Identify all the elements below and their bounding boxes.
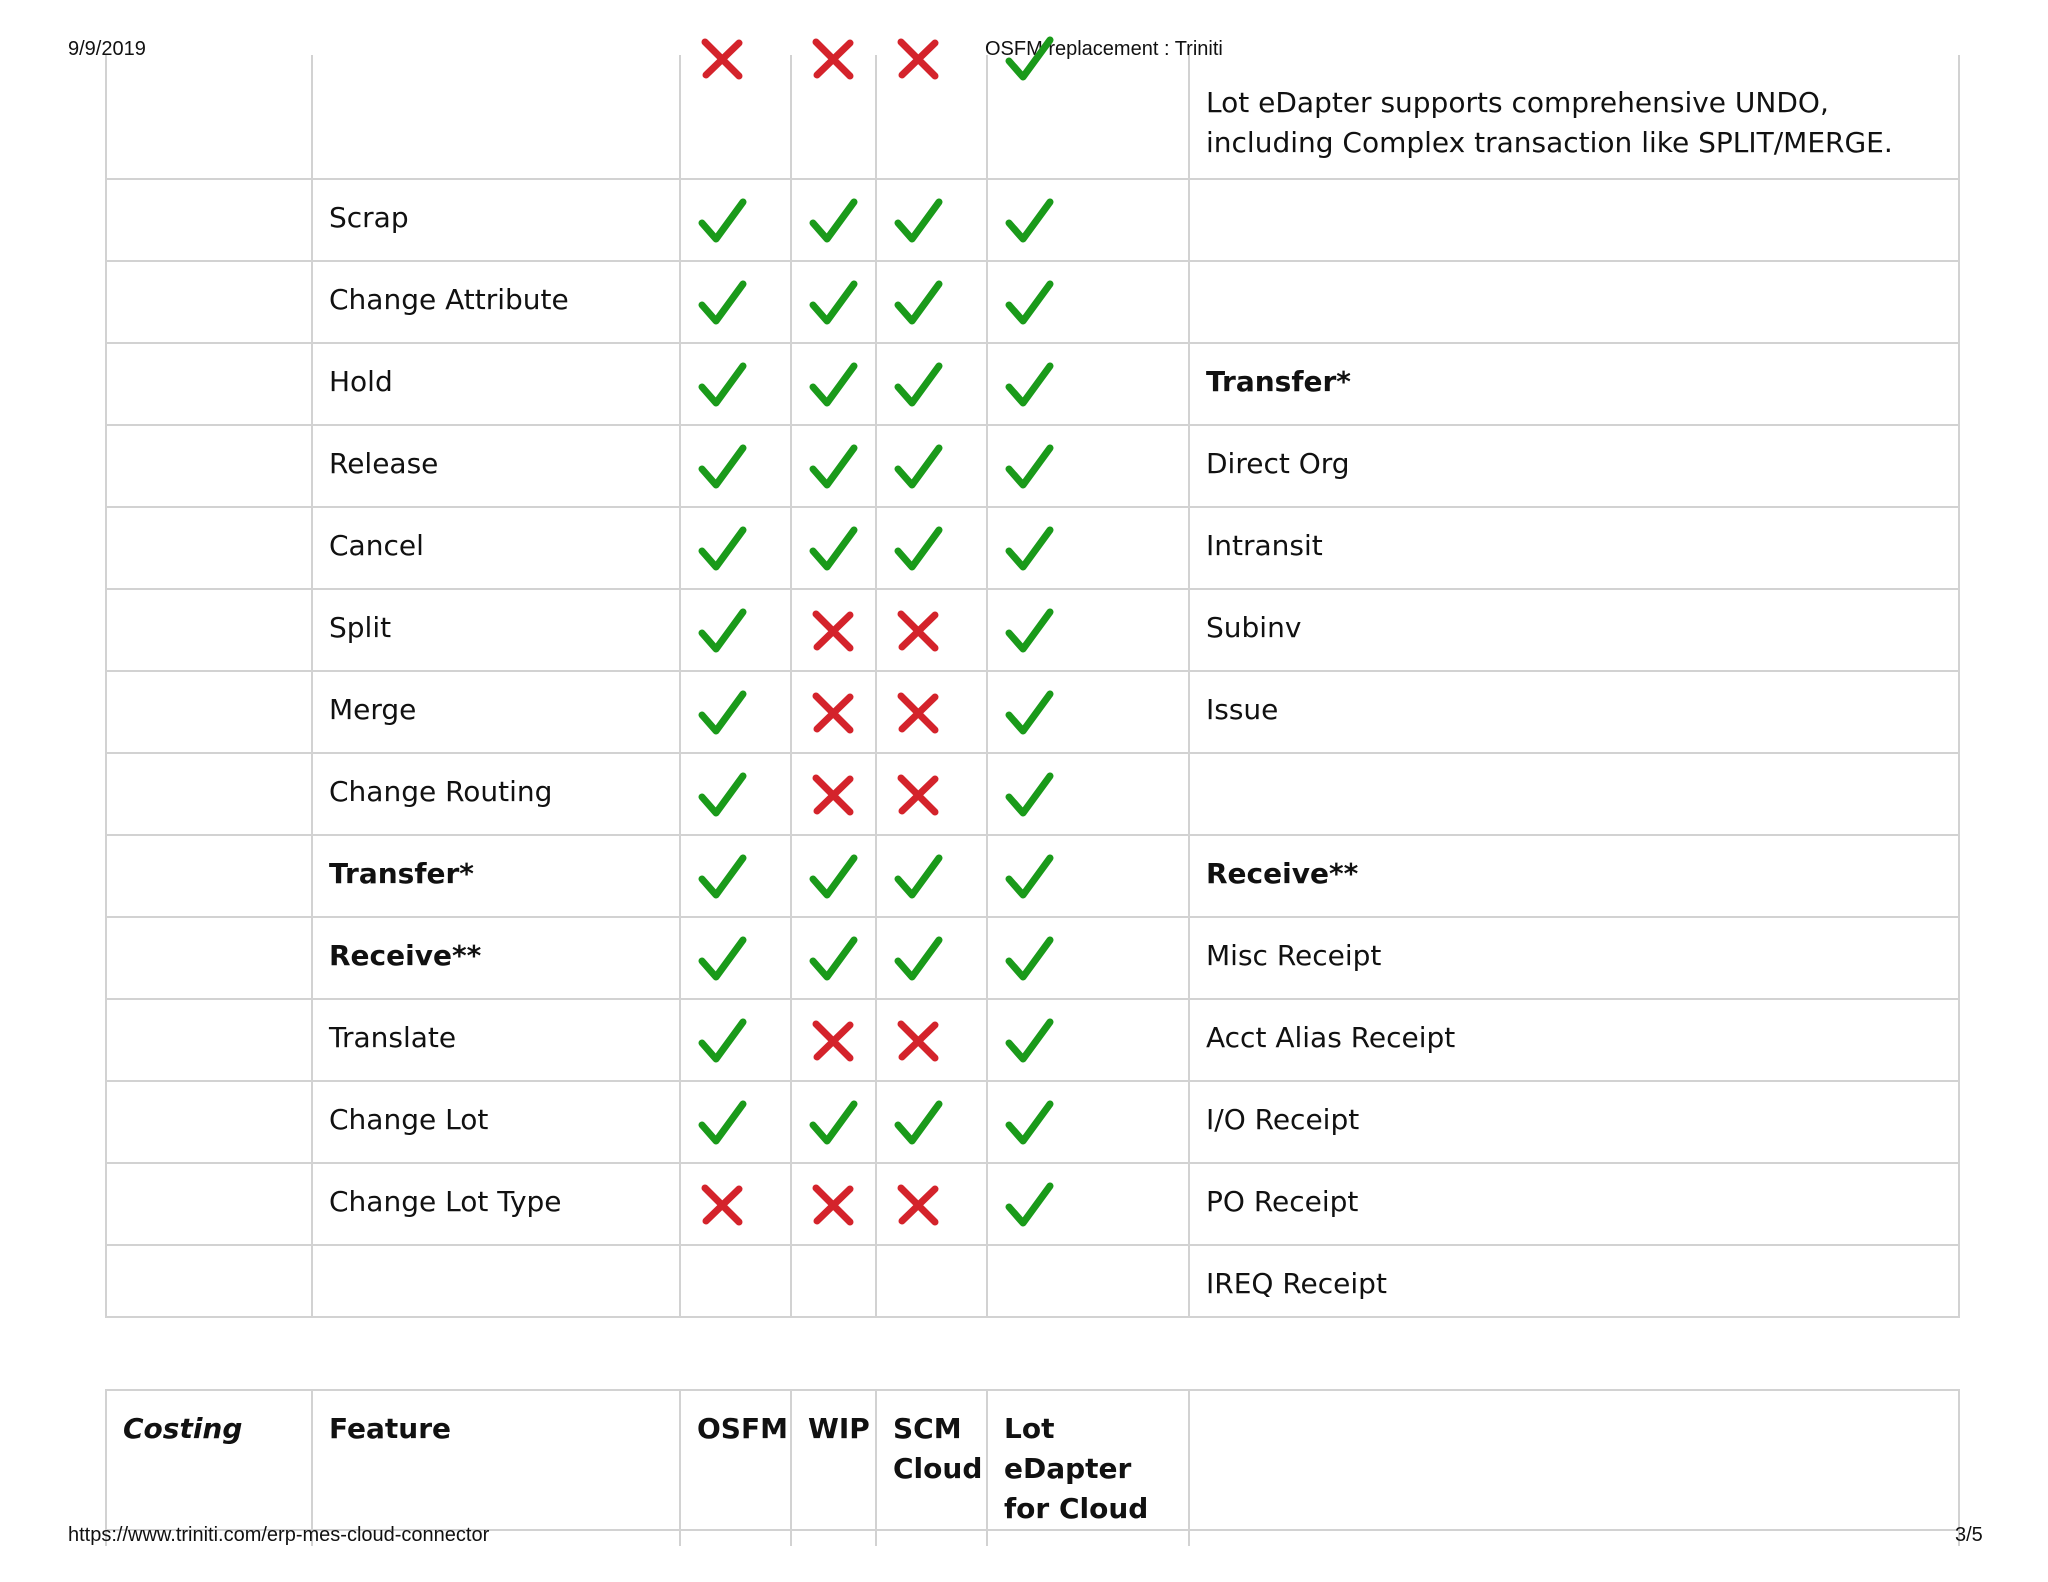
check-icon	[808, 278, 858, 328]
note-cell: Acct Alias Receipt	[1189, 999, 1959, 1081]
feature-cell: Translate	[312, 999, 680, 1081]
note-cell: Intransit	[1189, 507, 1959, 589]
support-cell	[791, 261, 876, 343]
check-icon	[697, 606, 747, 656]
support-cell	[876, 753, 987, 835]
category-cell	[106, 343, 312, 425]
support-cell	[987, 671, 1189, 753]
support-cell	[680, 671, 791, 753]
check-icon	[1004, 196, 1054, 246]
note-cell: PO Receipt	[1189, 1163, 1959, 1245]
check-icon	[697, 524, 747, 574]
feature-cell: Change Attribute	[312, 261, 680, 343]
support-cell	[791, 507, 876, 589]
check-icon	[1004, 688, 1054, 738]
category-cell	[106, 671, 312, 753]
feature-cell: Scrap	[312, 179, 680, 261]
support-cell	[791, 179, 876, 261]
support-cell	[791, 917, 876, 999]
check-icon	[697, 688, 747, 738]
check-icon	[1004, 34, 1054, 84]
check-icon	[1004, 934, 1054, 984]
support-cell	[987, 753, 1189, 835]
category-cell	[106, 1245, 312, 1317]
note-cell	[1189, 179, 1959, 261]
note-header	[1189, 1390, 1959, 1530]
support-cell	[791, 425, 876, 507]
support-cell	[987, 1245, 1189, 1317]
cross-icon	[808, 1016, 858, 1066]
support-cell	[987, 179, 1189, 261]
cross-icon	[808, 688, 858, 738]
header-date: 9/9/2019	[68, 38, 146, 60]
table-row	[106, 343, 1959, 425]
support-cell	[791, 589, 876, 671]
check-icon	[893, 196, 943, 246]
support-cell	[791, 343, 876, 425]
support-cell	[791, 671, 876, 753]
check-icon	[1004, 442, 1054, 492]
table-row	[106, 671, 1959, 753]
support-cell	[876, 55, 987, 179]
support-cell	[680, 917, 791, 999]
note-cell: Transfer*	[1189, 343, 1959, 425]
note-cell	[1189, 753, 1959, 835]
support-cell	[791, 835, 876, 917]
category-cell	[106, 1163, 312, 1245]
note-cell	[1189, 261, 1959, 343]
note-cell: IREQ Receipt	[1189, 1245, 1959, 1317]
support-cell	[876, 507, 987, 589]
feature-cell	[312, 1245, 680, 1317]
check-icon	[1004, 278, 1054, 328]
check-icon	[893, 360, 943, 410]
table-row	[106, 1081, 1959, 1163]
support-cell	[987, 917, 1189, 999]
feature-cell: Release	[312, 425, 680, 507]
support-cell	[680, 55, 791, 179]
support-cell	[987, 589, 1189, 671]
table-row	[106, 507, 1959, 589]
check-icon	[808, 442, 858, 492]
check-icon	[697, 852, 747, 902]
support-cell	[680, 753, 791, 835]
support-cell	[791, 753, 876, 835]
table-row	[106, 179, 1959, 261]
support-cell	[680, 179, 791, 261]
support-cell	[987, 835, 1189, 917]
support-cell	[680, 999, 791, 1081]
check-icon	[1004, 852, 1054, 902]
check-icon	[697, 278, 747, 328]
lot-edapter-header: Lot eDapter for Cloud	[987, 1390, 1189, 1530]
support-cell	[680, 425, 791, 507]
feature-cell: Transfer*	[312, 835, 680, 917]
support-cell	[680, 835, 791, 917]
footer-url: https://www.triniti.com/erp-mes-cloud-connector	[68, 1524, 490, 1546]
check-icon	[697, 196, 747, 246]
table-row	[106, 1163, 1959, 1245]
category-cell	[106, 917, 312, 999]
osfm-header: OSFM	[680, 1390, 791, 1530]
feature-cell: Split	[312, 589, 680, 671]
feature-header: Feature	[312, 1390, 680, 1530]
cross-icon	[893, 606, 943, 656]
support-cell	[876, 671, 987, 753]
support-cell	[987, 1081, 1189, 1163]
check-icon	[808, 524, 858, 574]
check-icon	[808, 852, 858, 902]
feature-cell: Change Lot	[312, 1081, 680, 1163]
check-icon	[893, 934, 943, 984]
cross-icon	[697, 34, 747, 84]
check-icon	[697, 1016, 747, 1066]
category-cell	[106, 1081, 312, 1163]
feature-comparison-table	[105, 55, 1960, 1318]
support-cell	[876, 1163, 987, 1245]
support-cell	[680, 1163, 791, 1245]
table-row	[106, 589, 1959, 671]
check-icon	[1004, 360, 1054, 410]
feature-cell: Change Lot Type	[312, 1163, 680, 1245]
cross-icon	[808, 1180, 858, 1230]
feature-cell: Hold	[312, 343, 680, 425]
note-cell: I/O Receipt	[1189, 1081, 1959, 1163]
category-cell	[106, 507, 312, 589]
support-cell	[987, 55, 1189, 179]
category-cell	[106, 999, 312, 1081]
support-cell	[876, 1245, 987, 1317]
category-cell	[106, 835, 312, 917]
wip-header: WIP	[791, 1390, 876, 1530]
check-icon	[893, 1098, 943, 1148]
table-row	[106, 261, 1959, 343]
costing-table	[105, 1389, 1960, 1546]
support-cell	[791, 55, 876, 179]
check-icon	[697, 1098, 747, 1148]
note-cell: Direct Org	[1189, 425, 1959, 507]
category-cell	[106, 425, 312, 507]
support-cell	[791, 1245, 876, 1317]
footer-page: 3/5	[1955, 1524, 1983, 1546]
feature-cell: Receive**	[312, 917, 680, 999]
check-icon	[893, 278, 943, 328]
cross-icon	[893, 688, 943, 738]
support-cell	[987, 425, 1189, 507]
category-cell	[106, 753, 312, 835]
support-cell	[791, 999, 876, 1081]
check-icon	[1004, 1180, 1054, 1230]
cross-icon	[808, 606, 858, 656]
feature-cell: Cancel	[312, 507, 680, 589]
note-cell: Misc Receipt	[1189, 917, 1959, 999]
support-cell	[876, 999, 987, 1081]
table-row	[106, 55, 1959, 179]
support-cell	[987, 261, 1189, 343]
feature-cell	[312, 55, 680, 179]
support-cell	[987, 507, 1189, 589]
check-icon	[1004, 1016, 1054, 1066]
category-cell	[106, 261, 312, 343]
costing-header-row	[106, 1390, 1959, 1530]
support-cell	[876, 179, 987, 261]
check-icon	[808, 934, 858, 984]
cross-icon	[893, 1180, 943, 1230]
check-icon	[697, 360, 747, 410]
note-cell: Lot eDapter supports comprehensive UNDO, including Complex transaction like SPLIT/MERGE.	[1189, 55, 1959, 179]
support-cell	[680, 507, 791, 589]
note-cell: Subinv	[1189, 589, 1959, 671]
support-cell	[987, 1163, 1189, 1245]
table-row	[106, 1245, 1959, 1317]
support-cell	[680, 1081, 791, 1163]
cross-icon	[893, 770, 943, 820]
check-icon	[1004, 770, 1054, 820]
support-cell	[876, 1081, 987, 1163]
costing-category-cell: Costing	[106, 1390, 312, 1530]
category-cell	[106, 179, 312, 261]
header-title: OSFM replacement : Triniti	[985, 38, 1223, 60]
check-icon	[808, 360, 858, 410]
cross-icon	[893, 1016, 943, 1066]
cross-icon	[808, 770, 858, 820]
support-cell	[876, 343, 987, 425]
category-cell	[106, 589, 312, 671]
support-cell	[876, 425, 987, 507]
support-cell	[876, 917, 987, 999]
category-cell	[106, 55, 312, 179]
support-cell	[680, 261, 791, 343]
support-cell	[987, 343, 1189, 425]
table-row	[106, 835, 1959, 917]
check-icon	[697, 442, 747, 492]
cross-icon	[697, 1180, 747, 1230]
check-icon	[1004, 606, 1054, 656]
support-cell	[876, 261, 987, 343]
check-icon	[893, 524, 943, 574]
cross-icon	[893, 34, 943, 84]
feature-cell: Merge	[312, 671, 680, 753]
support-cell	[876, 835, 987, 917]
table-row	[106, 917, 1959, 999]
support-cell	[680, 589, 791, 671]
support-cell	[791, 1081, 876, 1163]
table-row	[106, 999, 1959, 1081]
check-icon	[808, 196, 858, 246]
support-cell	[791, 1163, 876, 1245]
check-icon	[893, 852, 943, 902]
scm-cloud-header: SCM Cloud	[876, 1390, 987, 1530]
cross-icon	[808, 34, 858, 84]
table-row	[106, 753, 1959, 835]
support-cell	[876, 589, 987, 671]
support-cell	[680, 343, 791, 425]
note-cell: Receive**	[1189, 835, 1959, 917]
feature-cell: Change Routing	[312, 753, 680, 835]
support-cell	[987, 999, 1189, 1081]
check-icon	[1004, 1098, 1054, 1148]
check-icon	[893, 442, 943, 492]
note-cell: Issue	[1189, 671, 1959, 753]
check-icon	[1004, 524, 1054, 574]
check-icon	[697, 934, 747, 984]
check-icon	[697, 770, 747, 820]
table-row	[106, 425, 1959, 507]
check-icon	[808, 1098, 858, 1148]
support-cell	[680, 1245, 791, 1317]
